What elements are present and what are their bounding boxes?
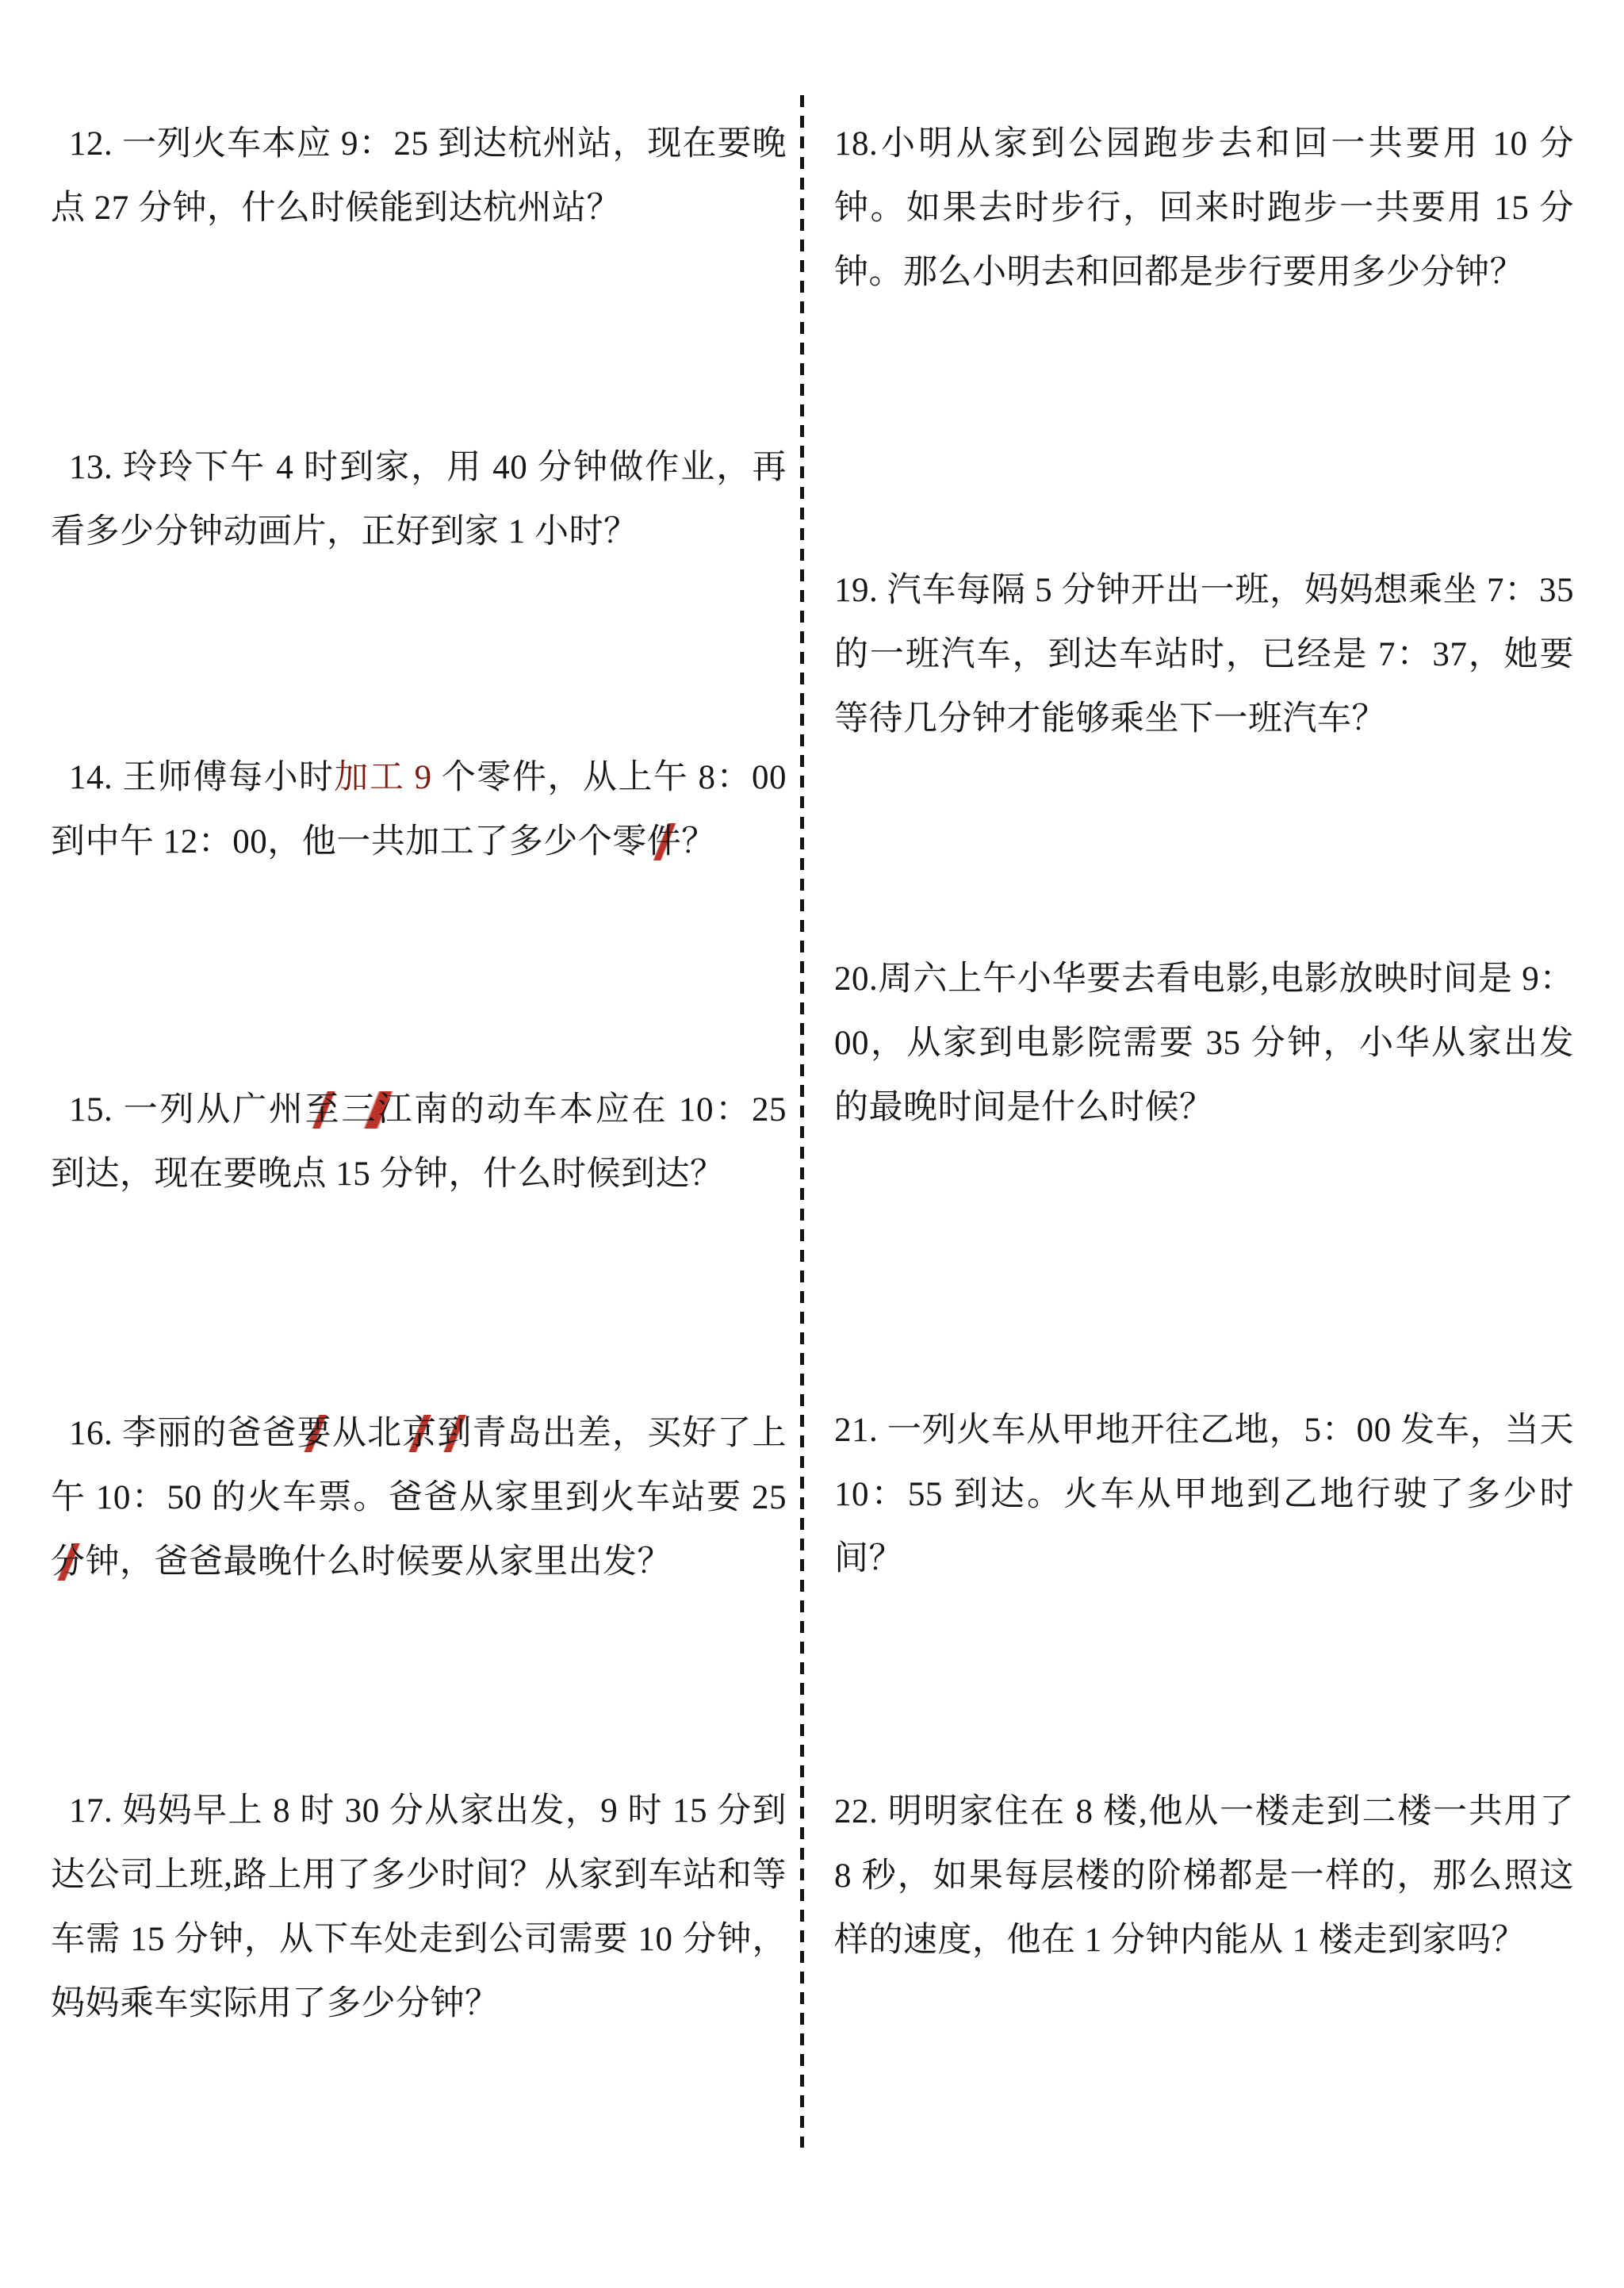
red-ink-annotation: 件 [646, 823, 682, 860]
question-text-run: 14. 王师傅每小时 [69, 759, 335, 796]
red-ink-annotation: 加工 9 [334, 759, 432, 796]
question-16 [51, 1401, 787, 1594]
question-text-run: 南的动车本应在 10：25 到达，现在要晚点 15 分钟，什么时候到达？ [51, 1091, 787, 1193]
question-14 [51, 745, 787, 874]
question-text-run: 12. 一列火车本应 9：25 到达杭州站，现在要晚点 27 分钟，什么时候能到达杭州站？ [51, 125, 787, 227]
red-ink-annotation: 三江 [341, 1091, 415, 1129]
question-text-run: 青岛出差，买好了上午 10：50 的火车票。爸爸从家里到火车站要 25 [51, 1415, 787, 1516]
question-19 [834, 558, 1574, 751]
question-13 [51, 435, 787, 564]
question-text-run: 13. 玲玲下午 4 时到家，用 40 分钟做作业，再看多少分钟动画片，正好到家 1 小时？ [51, 449, 787, 550]
question-text-run: 个零件，从上午 8：00 到中午 12：00，他一共加工了多少个零 [51, 759, 787, 860]
question-18 [834, 112, 1574, 305]
question-text-run: 19. 汽车每隔 5 分钟开出一班，妈妈想乘坐 7：35 的一班汽车，到达车站时，已经是 7：37，她要等待几分钟才能够乘坐下一班汽车？ [834, 572, 1574, 738]
question-22 [834, 1780, 1574, 1972]
question-text-run: 20.周六上午小华要去看电影,电影放映时间是 9：00，从家到电影院需要 35 分钟，小华从家出发的最晚时间是什么时候？ [834, 960, 1574, 1126]
question-text-run: 从北 [331, 1415, 403, 1452]
question-15 [51, 1078, 787, 1206]
question-text-run: 钟，爸爸最晚什么时候要从家里出发？ [85, 1543, 672, 1581]
question-text-run: 21. 一列火车从甲地开往乙地，5：00 发车，当天 10：55 到达。火车从甲地到乙地行驶了多少时间？ [834, 1412, 1574, 1577]
question-12 [51, 112, 787, 240]
question-text-run: ？ [681, 823, 716, 860]
red-ink-annotation: 分 [51, 1543, 86, 1581]
question-text-run: 17. 妈妈早上 8 时 30 分从家出发，9 时 15 分到达公司上班,路上用了多少时间？从家到车站和等车需 15 分钟，从下车处走到公司需要 10 分钟，妈妈乘车实际用了多少分钟？ [51, 1792, 787, 2022]
question-text-run: 22. 明明家住在 8 楼,他从一楼走到二楼一共用了 8 秒，如果每层楼的阶梯都是一样的，那么照这样的速度，他在 1 分钟内能从 1 楼走到家吗？ [834, 1793, 1574, 1959]
question-text-run: 16. 李丽的爸爸 [69, 1415, 297, 1452]
column-divider-dashed-line [800, 95, 804, 2148]
red-ink-annotation: 京 [402, 1415, 438, 1452]
red-ink-annotation: 至 [304, 1091, 342, 1129]
question-21 [834, 1398, 1574, 1591]
question-20 [834, 947, 1574, 1140]
red-ink-annotation: 到 [437, 1415, 473, 1452]
red-ink-annotation: 要 [297, 1415, 332, 1452]
question-text-run: 15. 一列从广州 [69, 1091, 305, 1129]
question-text-run: 18.小明从家到公园跑步去和回一共要用 10 分钟。如果去时步行，回来时跑步一共要用 15 分钟。那么小明去和回都是步行要用多少分钟？ [834, 125, 1574, 291]
question-17 [51, 1779, 787, 2036]
